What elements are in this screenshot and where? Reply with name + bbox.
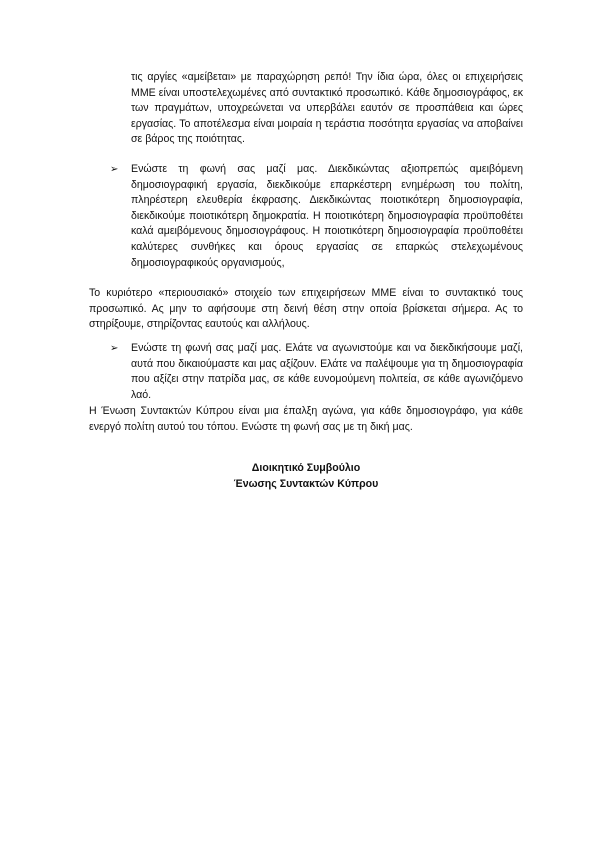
signature-board: Διοικητικό Συμβούλιο xyxy=(251,462,361,474)
signature-block xyxy=(89,461,523,492)
signature-union: Ένωσης Συντακτών Κύπρου xyxy=(233,477,379,490)
body-paragraph-2: Η Ένωση Συντακτών Κύπρου είναι μια έπαλξη αγώνα, για κάθε δημοσιογράφο, για κάθε ενεργό πολίτη αυτού του τόπου. Ενώστε τη φωνή σας με τη δική μας. xyxy=(89,405,523,433)
body-paragraph-1: Το κυριότερο «περιουσιακό» στοιχείο των επιχειρήσεων ΜΜΕ είναι το συντακτικό τους προσωπικό. Ας μην το αφήσουμε στη δεινή θέση στην οποία βρίσκεται σήμερα. Ας το στηρίξουμε, στηρίζοντας εαυτούς και αλλήλους. xyxy=(89,287,523,331)
continuation-paragraph: τις αργίες «αμείβεται» με παραχώρηση ρεπό! Την ίδια ώρα, όλες οι επιχειρήσεις ΜΜΕ είναι υποστελεχωμένες από συντακτικό προσωπικό. Κάθε δημοσιογράφος, εκ των πραγμάτων, υποχρεώνεται να υπερβάλει εαυτόν σε προσπάθεια και ώρες εργασίας. Το αποτέλεσμα είναι μοιραία η τεράστια ποσότητα εργασίας να αποβαίνει σε βάρος της ποιότητας. xyxy=(131,71,523,146)
bullet-text-2: Ενώστε τη φωνή σας μαζί μας. Ελάτε να αγωνιστούμε και να διεκδικήσουμε μαζί, αυτά που δικαιούμαστε και μας αξίζουν. Ελάτε να παλέψουμε για τη δημοσιογραφία που αξίζει στην πατρίδα μας, σε κάθε ευνομούμενη πολιτεία, σε κάθε αγωνιζόμενο λαό. xyxy=(131,342,523,401)
arrow-bullet-icon: ➢ xyxy=(110,164,119,175)
arrow-bullet-icon: ➢ xyxy=(110,343,119,354)
bullet-text-1: Ενώστε τη φωνή σας μαζί μας. Διεκδικώντας αξιοπρεπώς αμειβόμενη δημοσιογραφική εργασία, διεκδικούμε επαρκέστερη ενημέρωση του πολίτη, πληρέστερη ελευθερία έκφρασης. Διεκδικώντας ποιοτικότερη δημοσιογραφία, διεκδικούμε ποιοτικότερη δημοκρατία. Η ποιοτικότερη δημοσιογραφία προϋποθέτει καλά αμειβόμενους δημοσιογράφους. Η ποιοτικότερη δημοσιογραφία προϋποθέτει καλύτερες συνθήκες και όρους εργασίας σε επαρκώς στελεχωμένους δημοσιογραφικούς οργανισμούς, xyxy=(131,163,523,269)
